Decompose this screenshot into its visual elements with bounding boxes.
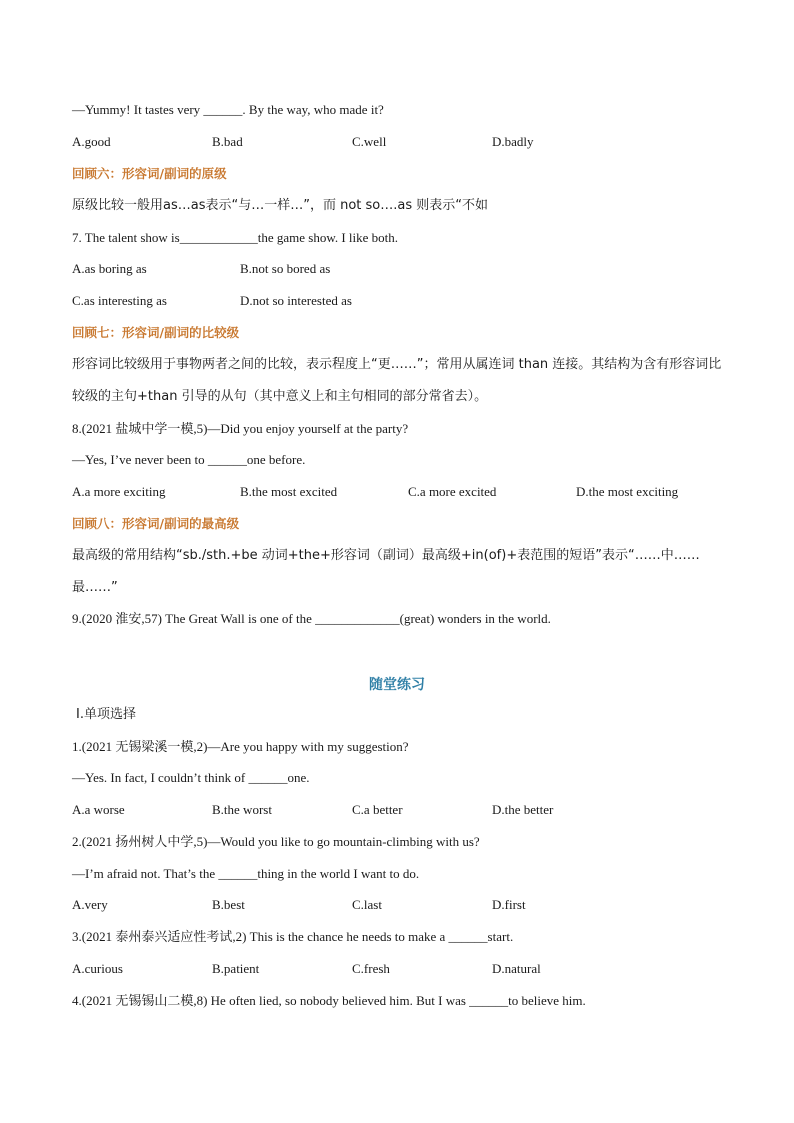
review6-heading: 回顾六：形容词/副词的原级 xyxy=(72,166,227,181)
p2-option-a[interactable]: A.very xyxy=(72,897,108,912)
q6-option-d[interactable]: D.badly xyxy=(492,134,534,149)
q8-option-c[interactable]: C.a more excited xyxy=(408,484,497,499)
review8-rule: 最高级的常用结构“sb./sth.+be 动词+the+形容词（副词）最高级+in(of)+表范围的短语”表示“……中……最……” xyxy=(72,548,700,595)
q7-option-a[interactable]: A.as boring as xyxy=(72,261,147,276)
p2-stem: 2.(2021 扬州树人中学,5)—Would you like to go mountain-climbing with us? xyxy=(72,834,480,849)
review7-heading: 回顾七：形容词/副词的比较级 xyxy=(72,325,240,340)
p3-option-a[interactable]: A.curious xyxy=(72,961,123,976)
q8-option-d[interactable]: D.the most exciting xyxy=(576,484,679,499)
p1-stem: 1.(2021 无锡梁溪一模,2)—Are you happy with my suggestion? xyxy=(72,739,409,754)
p1-option-c[interactable]: C.a better xyxy=(352,802,403,817)
q7-option-b[interactable]: B.not so bored as xyxy=(240,261,331,276)
q8-option-a[interactable]: A.a more exciting xyxy=(72,484,166,499)
q7-stem: 7. The talent show is____________the game show. I like both. xyxy=(72,230,399,245)
p1-option-d[interactable]: D.the better xyxy=(492,802,554,817)
p3-option-d[interactable]: D.natural xyxy=(492,961,541,976)
p1-reply: —Yes. In fact, I couldn’t think of ______one. xyxy=(72,770,310,785)
p1-option-b[interactable]: B.the worst xyxy=(212,802,272,817)
review7-rule: 形容词比较级用于事物两者之间的比较，表示程度上“更……”；常用从属连词 than 连接。其结构为含有形容词比较级的主句+than 引导的从句（其中意义上和主句相同的部分常省去）。 xyxy=(72,357,722,404)
p3-option-c[interactable]: C.fresh xyxy=(352,961,390,976)
p4-stem: 4.(2021 无锡锡山二模,8) He often lied, so nobody believed him. But I was ______to believe him. xyxy=(72,993,586,1008)
p2-option-d[interactable]: D.first xyxy=(492,897,526,912)
p2-option-b[interactable]: B.best xyxy=(212,897,245,912)
review6-rule: 原级比较一般用as…as表示“与…一样…”，而 not so….as 则表示“不如 xyxy=(72,198,488,213)
p3-stem: 3.(2021 泰州泰兴适应性考试,2) This is the chance he needs to make a ______start. xyxy=(72,929,514,944)
q7-option-c[interactable]: C.as interesting as xyxy=(72,293,167,308)
q6-option-b[interactable]: B.bad xyxy=(212,134,243,149)
q8-reply: —Yes, I’ve never been to ______one before. xyxy=(72,452,306,467)
p2-option-c[interactable]: C.last xyxy=(352,897,382,912)
q7-option-d[interactable]: D.not so interested as xyxy=(240,293,352,308)
q8-option-b[interactable]: B.the most excited xyxy=(240,484,338,499)
q6-option-c[interactable]: C.well xyxy=(352,134,387,149)
q6-reply: —Yummy! It tastes very ______. By the way, who made it? xyxy=(72,102,384,117)
review8-heading: 回顾八：形容词/副词的最高级 xyxy=(72,516,240,531)
q8-stem: 8.(2021 盐城中学一模,5)—Did you enjoy yourself at the party? xyxy=(72,421,409,436)
practice-part-label: Ⅰ.单项选择 xyxy=(76,707,136,722)
practice-title: 随堂练习 xyxy=(369,677,425,693)
q9-stem: 9.(2020 淮安,57) The Great Wall is one of the _____________(great) wonders in the world. xyxy=(72,611,551,626)
p2-reply: —I’m afraid not. That’s the ______thing in the world I want to do. xyxy=(72,866,420,881)
q6-option-a[interactable]: A.good xyxy=(72,134,111,149)
p3-option-b[interactable]: B.patient xyxy=(212,961,260,976)
p1-option-a[interactable]: A.a worse xyxy=(72,802,125,817)
